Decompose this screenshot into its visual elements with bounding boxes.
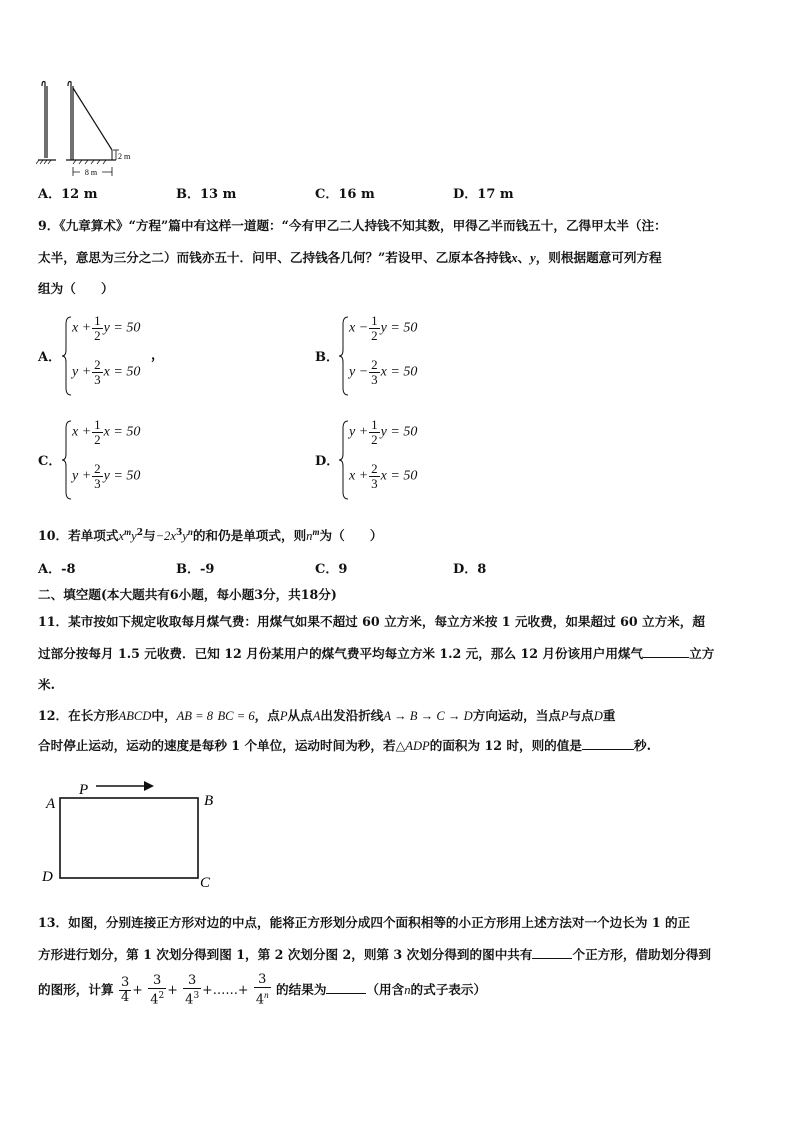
q10-option-d: D．8	[453, 562, 487, 577]
q13-line-3: 的图形，计算 $\frac{3}{4}$ + $\frac{3}{4^2}$ + $\frac{3}{4^3}$ +……+ $\frac{3}{4^n}$ 的结果为 （用含n的式子表示）	[38, 972, 487, 1008]
label-p: P	[79, 782, 89, 798]
rectangle-figure	[40, 775, 230, 890]
q9-option-d: D． y + $\frac{1}{2}$ y = 50 x + $\frac{2}{3}$ x = 50	[315, 418, 555, 502]
section-2-title: 二、填空题(本大题共有6小题，每小题3分，共18分)	[38, 587, 337, 602]
q8-option-d: D．17 m	[453, 187, 514, 202]
q9-line-1: 9．《九章算术》“方程”篇中有这样一道题：“今有甲乙二人持钱不知其数，甲得乙半而钱五十，乙得甲太半（注：	[38, 218, 667, 233]
q10-option-b: B．-9	[176, 562, 215, 577]
q9-line-3: 组为（ ）	[38, 281, 114, 296]
label-a: A	[46, 796, 56, 812]
q9-line-2: 太半，意思为三分之二）而钱亦五十．问甲、乙持钱各几何？”若设甲、乙原本各持钱x、y，则根据题意可列方程	[38, 250, 662, 265]
label-c: C	[200, 875, 211, 890]
q8-option-b: B．13 m	[176, 187, 237, 202]
label-d: D	[42, 869, 53, 885]
q13-line-2: 方形进行划分，第 1 次划分得到图 1，第 2 次划分图 2，则第 3 次划分得到的图中共有 个正方形，借助划分得到	[38, 947, 712, 962]
q13-count-blank[interactable]	[532, 945, 572, 959]
q12-line-1: 12．在长方形ABCD中，AB = 8 BC = 6，点P从点A出发沿折线A → B → C → D方向运动，当点P与点D重	[38, 708, 616, 723]
rectangle-drawing	[40, 775, 230, 890]
q12-answer-blank[interactable]	[582, 736, 634, 750]
q10-option-c: C．9	[315, 562, 348, 577]
q12-line-2: 合时停止运动，运动的速度是每秒 1 个单位，运动时间为秒，若△ADP的面积为 12 时，则的值是 秒.	[38, 738, 651, 753]
q13-line-1: 13．如图，分别连接正方形对边的中点，能将正方形划分成四个面积相等的小正方形用上述方法对一个边长为 1 的正	[38, 915, 691, 930]
label-8m: 8 m	[84, 168, 98, 177]
q9-option-b: B． x − $\frac{1}{2}$ y = 50 y − $\frac{2}{3}$ x = 50	[315, 314, 555, 398]
q9-option-a: A． x + $\frac{1}{2}$ y = 50 y + $\frac{2}{3}$ x = 50 ，	[38, 314, 278, 398]
label-b: B	[204, 793, 214, 809]
q11-line-1: 11．某市按如下规定收取每月煤气费：用煤气如果不超过 60 立方米，每立方米按 1 元收费，如果超过 60 立方米，超	[38, 614, 705, 629]
q8-option-c: C．16 m	[315, 187, 375, 202]
q8-option-a: A．12 m	[38, 187, 98, 202]
q13-sum-blank[interactable]	[326, 980, 366, 994]
q10-option-a: A．-8	[38, 562, 76, 577]
q11-line-2: 过部分按每月 1.5 元收费．已知 12 月份某用户的煤气费平均每立方米 1.2 元，那么 12 月份该用户用煤气 立方	[38, 646, 715, 661]
q9-option-c: C． x + $\frac{1}{2}$ x = 50 y + $\frac{2}{3}$ y = 50	[38, 418, 278, 502]
q11-answer-blank[interactable]	[643, 644, 689, 658]
flagpole-figure	[36, 78, 136, 178]
label-2m: 2 m	[118, 152, 131, 161]
flagpole-drawing	[36, 78, 136, 178]
q11-line-3: 米.	[38, 677, 55, 692]
q10-stem: 10．若单项式$x^my^2$与$-2x^3y^n$的和仍是单项式，则$n^m$为（ ）	[38, 527, 383, 544]
